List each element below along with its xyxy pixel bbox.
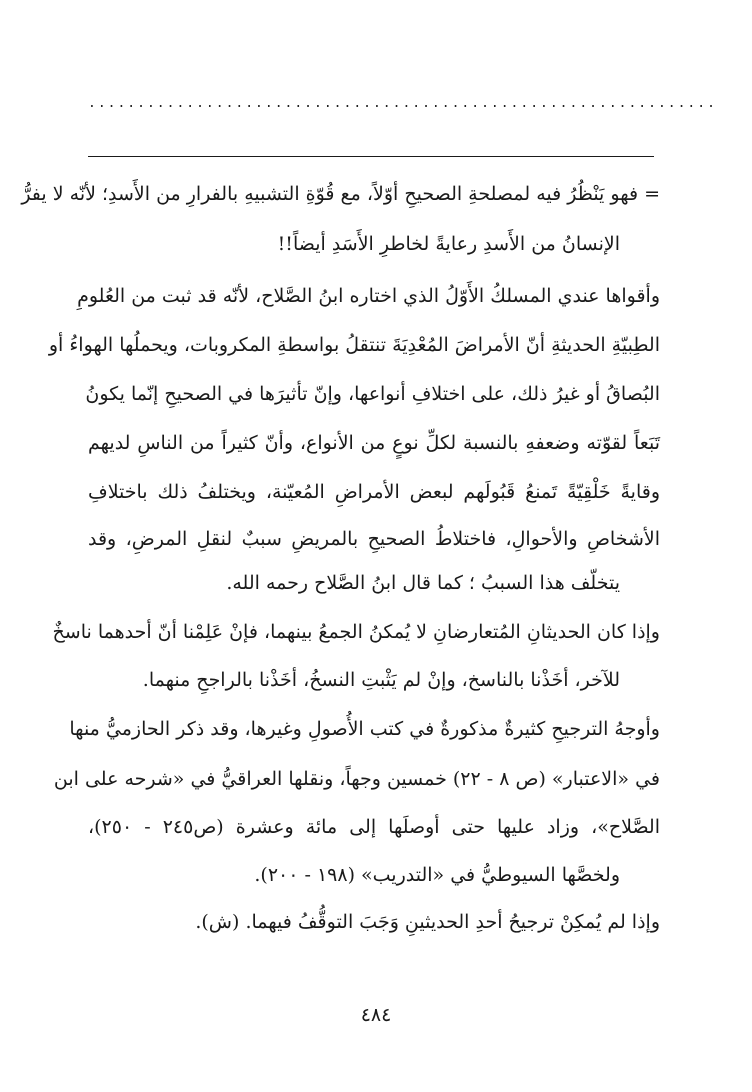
text-line-16: وإذا لم يُمكِنْ ترجيحُ أحدِ الحديثينِ وَجَبَ التوقُّفُ فيهما. (ش). (195, 911, 660, 933)
text-line-13: في «الاعتبار» (ص ٨ - ٢٢) خمسين وجهاً، ونقلها العراقيُّ في «شرحه على ابن (53, 768, 660, 790)
text-line-15: ولخصَّها السيوطيُّ في «التدريب» (١٩٨ - ٢٠٠). (254, 864, 620, 886)
text-line-3: وأقواها عندي المسلكُ الأَوّلُ الذي اختاره ابنُ الصَّلاح، لأنّه قد ثبت من العُلومِ (77, 285, 660, 307)
text-line-4: الطِبيّةِ الحديثةِ أنّ الأمراضَ المُعْدِيَةَ تنتقلُ بواسطةِ المكروبات، ويحملُها الهواءُ أو (48, 334, 660, 356)
text-line-9: يتخلّف هذا السببُ ؛ كما قال ابنُ الصَّلاح رحمه الله. (226, 572, 620, 594)
footnote-rule (88, 156, 654, 157)
text-line-11: للآخر، أخَذْنا بالناسخ، وإنْ لم يَثْبتِ النسخُ، أخَذْنا بالراجحِ منهما. (142, 669, 620, 691)
text-line-8: الأشخاصِ والأحوالِ، فاختلاطُ الصحيحِ بالمريضِ سببٌ لنقلِ المرضِ، وقد (88, 528, 660, 550)
dotted-line: ................................................................ (88, 96, 717, 111)
text-line-1: = فهو يَنْظُرُ فيه لمصلحةِ الصحيحِ أوّلاً، مع قُوّةِ التشبيهِ بالفرارِ من الأَسدِ؛ لأنّه لا يفرُّ (21, 183, 660, 205)
text-line-6: تَبَعاً لقوّته وضعفهِ بالنسبة لكلِّ نوعٍ من الأنواع، وأنّ كثيراً من الناسِ لديهم (88, 432, 660, 454)
text-line-10: وإذا كان الحديثانِ المُتعارضانِ لا يُمكنُ الجمعُ بينهما، فإنْ عَلِمْنا أنّ أحدهما ناسخٌ (52, 621, 660, 643)
page-number: ٤٨٤ (360, 1004, 392, 1026)
text-line-14: الصَّلاح»، وزاد عليها حتى أوصلَها إلى مائة وعشرة (ص٢٤٥ - ٢٥٠)، (88, 816, 660, 838)
text-line-5: البُصاقُ أو غيرُ ذلك، على اختلافِ أنواعها، وإنّ تأثيرَها في الصحيحِ إنّما يكونُ (85, 383, 660, 405)
text-line-12: وأوجهُ الترجيحِ كثيرةٌ مذكورةٌ في كتب الأُصولِ وغيرها، وقد ذكر الحازميُّ منها (69, 718, 660, 740)
text-line-7: وقايةً خَلْقِيّةً تَمنعُ قَبُولَهم لبعض الأمراضِ المُعيّنة، ويختلفُ ذلك باختلافِ (88, 481, 660, 503)
text-line-2: الإنسانُ من الأَسدِ رعايةً لخاطرِ الأَسَدِ أيضاً!! (277, 233, 620, 255)
